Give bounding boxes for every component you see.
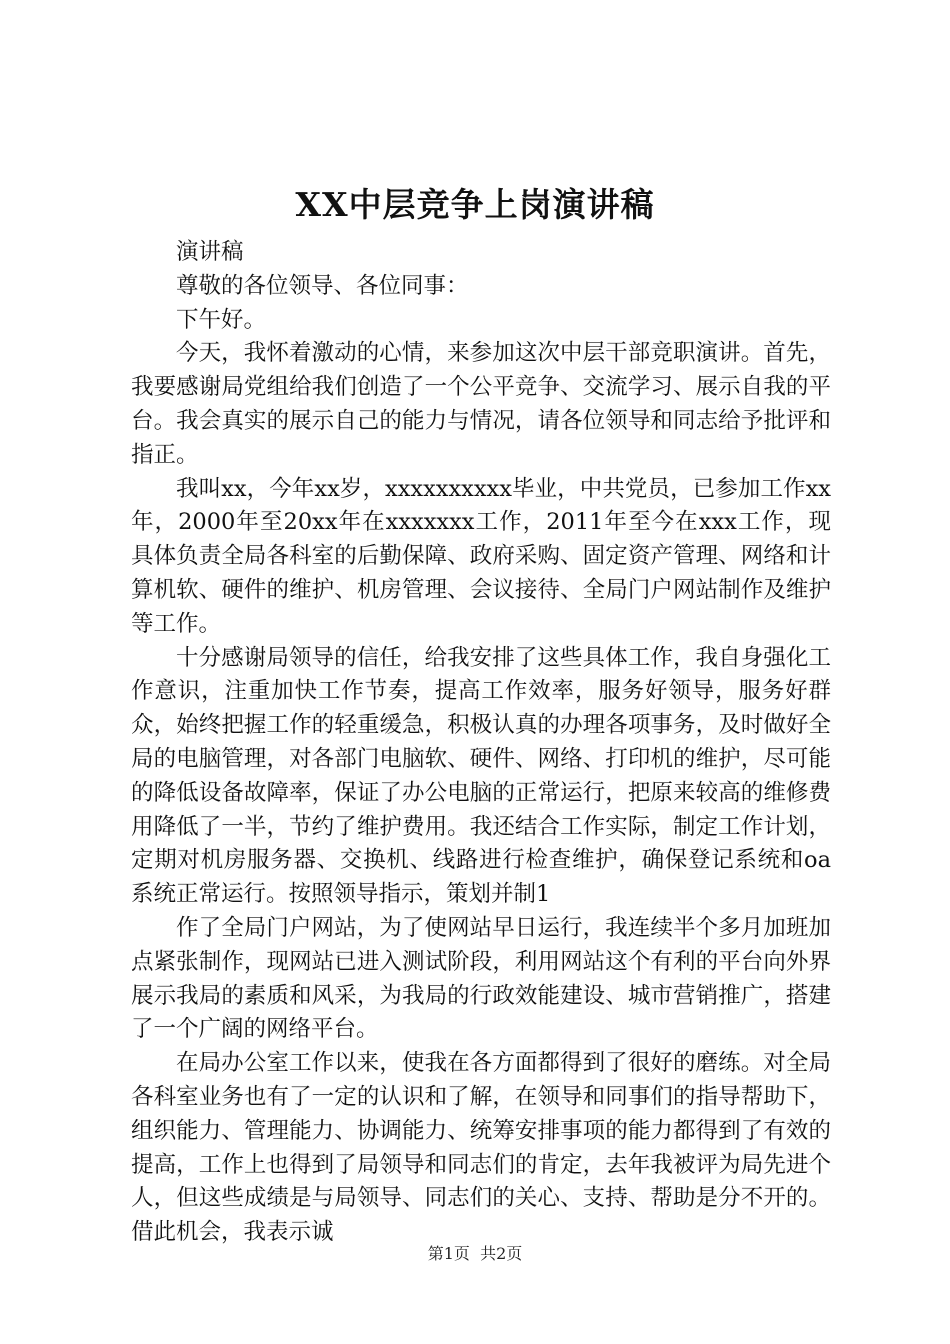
paragraph-introduction: 今天，我怀着激动的心情，来参加这次中层干部竞职演讲。首先，我要感谢局党组给我们创造了一个公平竞争、交流学习、展示自我的平台。我会真实的展示自己的能力与情况，请各位领导和同志给予批评和指正。 <box>131 340 831 468</box>
paragraph-self-introduction: 我叫xx，今年xx岁，xxxxxxxxxx毕业，中共党员，已参加工作xx年，2000年至20xx年在xxxxxxx工作，2011年至今在xxx工作，现具体负责全局各科室的后勤保障、政府采购、固定资产管理、网络和计算机软、硬件的维护、机房管理、会议接待、全局门户网站制作及维护等工作。 <box>131 475 831 637</box>
paragraph-greeting: 下午好。 <box>176 306 267 333</box>
paragraph-work-summary: 十分感谢局领导的信任，给我安排了这些具体工作，我自身强化工作意识，注重加快工作节奏，提高工作效率，服务好领导，服务好群众，始终把握工作的轻重缓急，积极认真的办理各项事务，及时做好全局的电脑管理，对各部门电脑软、硬件、网络、打印机的维护，尽可能的降低设备故障率，保证了办公电脑的正常运行，把原来较高的维修费用降低了一半，节约了维护费用。我还结合工作实际，制定工作计划，定期对机房服务器、交换机、线路进行检查维护，确保登记系统和oa系统正常运行。按照领导指示，策划并制1 <box>131 644 831 908</box>
page-total: 共2页 <box>480 1244 523 1263</box>
page-footer <box>0 1242 950 1266</box>
paragraph-website-work: 作了全局门户网站，为了使网站早日运行，我连续半个多月加班加点紧张制作，现网站已进入测试阶段，利用网站这个有利的平台向外界展示我局的素质和风采，为我局的行政效能建设、城市营销推广，搭建了一个广阔的网络平台。 <box>131 914 831 1043</box>
document-body <box>131 236 831 1250</box>
paragraph-heading-label: 演讲稿 <box>176 239 244 265</box>
paragraph-achievements: 在局办公室工作以来，使我在各方面都得到了很好的磨练。对全局各科室业务也有了一定的认识和了解，在领导和同事们的指导帮助下，组织能力、管理能力、协调能力、统筹安排事项的能力都得到了有效的提高，工作上也得到了局领导和同志们的肯定，去年我被评为局先进个人，但这些成绩是与局领导、同志们的关心、支持、帮助是分不开的。借此机会，我表示诚 <box>131 1050 831 1246</box>
page-number: 第1页 <box>427 1244 470 1263</box>
document-title: XX中层竞争上岗演讲稿 <box>295 185 655 224</box>
paragraph-salutation: 尊敬的各位领导、各位同事： <box>176 272 469 299</box>
